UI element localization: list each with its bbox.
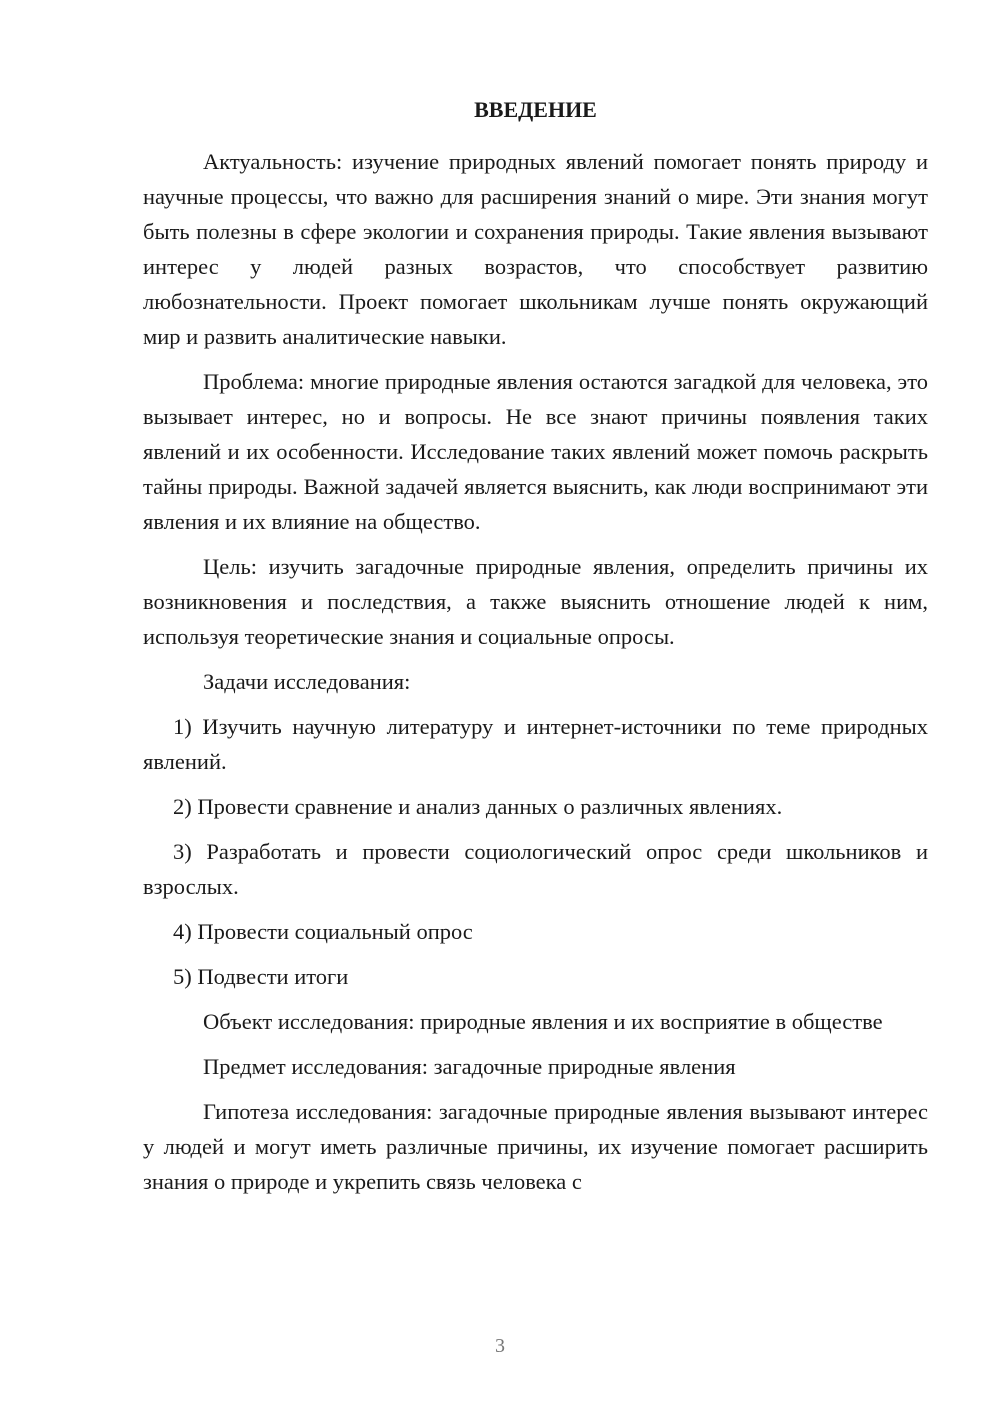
page-number: 3 (495, 1335, 505, 1357)
subject-paragraph: Предмет исследования: загадочные природные явления (203, 1054, 736, 1079)
problem-paragraph: Проблема: многие природные явления остаются загадкой для человека, это вызывает интерес, но и вопросы. Не все знают причины появления таких явлений и их особенности. Исследование таких явлений может помочь раскрыть тайны природы. Важной задачей является выяснить, как люди воспринимают эти явления и их влияние на общество. (143, 369, 928, 534)
hypothesis-paragraph: Гипотеза исследования: загадочные природные явления вызывают интерес у людей и могут иметь различные причины, их изучение помогает расширить знания о природе и укрепить связь человека с (143, 1099, 928, 1194)
task-item: 2) Провести сравнение и анализ данных о различных явлениях. (173, 794, 783, 819)
goal-paragraph: Цель: изучить загадочные природные явления, определить причины их возникновения и последствия, а также выяснить отношение людей к ним, используя теоретические знания и социальные опросы. (143, 554, 928, 649)
task-item: 1) Изучить научную литературу и интернет-источники по теме природных явлений. (143, 714, 928, 774)
object-paragraph: Объект исследования: природные явления и их восприятие в обществе (203, 1009, 883, 1034)
relevance-paragraph: Актуальность: изучение природных явлений помогает понять природу и научные процессы, что важно для расширения знаний о мире. Эти знания могут быть полезны в сфере экологии и сохранения природы. Такие явления вызывают интерес у людей разных возрастов, что способствует развитию любознательности. Проект помогает школьникам лучше понять окружающий мир и развить аналитические навыки. (143, 149, 928, 349)
page-title: ВВЕДЕНИЕ (474, 97, 597, 122)
document-body (143, 144, 928, 1209)
task-item: 3) Разработать и провести социологический опрос среди школьников и взрослых. (143, 839, 928, 899)
task-item: 5) Подвести итоги (173, 964, 349, 989)
tasks-heading: Задачи исследования: (203, 669, 411, 694)
task-item: 4) Провести социальный опрос (173, 919, 473, 944)
